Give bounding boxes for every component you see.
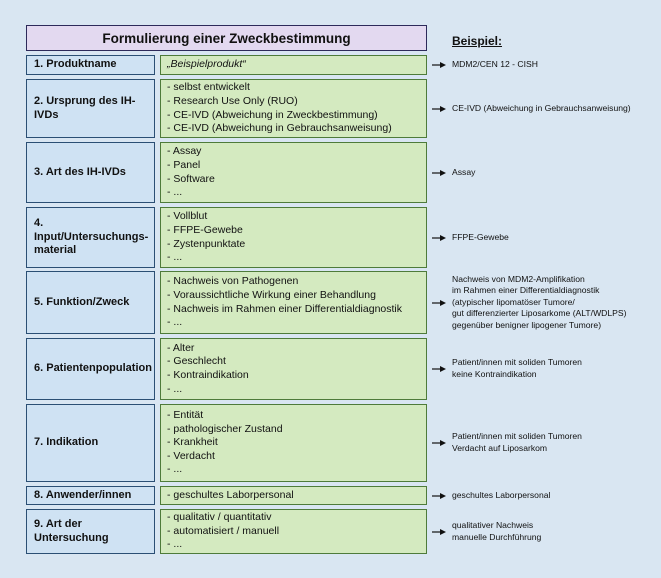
table-row — [26, 142, 427, 203]
criterion-label: 2. Ursprung des IH-IVDs — [26, 79, 155, 138]
option-item: - Geschlecht — [167, 355, 226, 368]
option-item: - Verdacht — [167, 449, 215, 462]
option-item: - ... — [167, 538, 183, 551]
arrow-right-icon — [432, 298, 446, 308]
criterion-options — [160, 338, 427, 400]
example-line: keine Kontraindikation — [452, 369, 537, 379]
arrow-right-icon — [432, 104, 446, 114]
example-line: Verdacht auf Liposarkom — [452, 443, 548, 453]
arrow-right-icon — [432, 491, 446, 501]
option-item: - automatisiert / manuell — [167, 524, 280, 537]
criterion-label: 8. Anwender/innen — [26, 486, 155, 505]
arrow-right-icon — [432, 438, 446, 448]
option-item: - Zystenpunktate — [167, 237, 246, 250]
option-item: - pathologischer Zustand — [167, 422, 283, 435]
example-entry — [432, 207, 657, 268]
table-row — [26, 79, 427, 138]
example-entry — [432, 486, 657, 505]
criterion-label: 5. Funktion/Zweck — [26, 271, 155, 334]
criterion-label: 9. Art der Untersuchung — [26, 509, 155, 554]
option-item: - Research Use Only (RUO) — [167, 94, 298, 107]
example-entry — [432, 338, 657, 400]
example-line: FFPE-Gewebe — [452, 231, 509, 242]
example-text — [452, 490, 550, 502]
example-line: gegenüber benigner lipogener Tumore) — [452, 319, 602, 330]
option-item: - FFPE-Gewebe — [167, 223, 243, 236]
option-item: - CE-IVD (Abweichung in Gebrauchsanweisung) — [167, 122, 392, 135]
example-line: CE-IVD (Abweichung in Gebrauchsanweisung) — [452, 102, 631, 113]
option-item: - qualitativ / quantitativ — [167, 511, 272, 524]
example-entry — [432, 404, 657, 482]
option-item: - Assay — [167, 145, 202, 158]
example-entry — [432, 79, 657, 138]
example-line: qualitativer Nachweis — [452, 519, 534, 530]
option-item: - Krankheit — [167, 436, 218, 449]
criterion-options — [160, 486, 427, 505]
example-text — [452, 103, 631, 115]
example-entry — [432, 271, 657, 334]
diagram-title: Formulierung einer Zweckbestimmung — [26, 25, 427, 51]
table-row — [26, 486, 427, 505]
example-text — [452, 520, 541, 543]
criterion-options — [160, 404, 427, 482]
option-item: - ... — [167, 251, 183, 264]
example-line: Assay — [452, 166, 476, 177]
criterion-label: 7. Indikation — [26, 404, 155, 482]
option-item: - Vollblut — [167, 210, 208, 223]
table-row — [26, 509, 427, 554]
example-line: Patient/innen mit soliden Tumoren — [452, 431, 582, 442]
option-item: - Kontraindikation — [167, 369, 249, 381]
example-heading: Beispiel: — [452, 34, 503, 48]
criterion-label: 4. Input/Untersuchungs-material — [26, 207, 155, 268]
table-row — [26, 55, 427, 75]
example-line: Patient/innen mit soliden Tumoren — [452, 357, 582, 368]
example-line: MDM2/CEN 12 - CISH — [452, 59, 538, 70]
criterion-label: 6. Patientenpopulation — [26, 338, 155, 400]
arrow-right-icon — [432, 60, 446, 70]
option-item: - ... — [167, 316, 183, 329]
option-item: - Panel — [167, 158, 201, 171]
option-item: - ... — [167, 382, 183, 395]
criterion-options — [160, 142, 427, 203]
example-text — [452, 167, 475, 179]
criterion-options — [160, 207, 427, 268]
example-text — [452, 59, 538, 71]
option-item: - geschultes Laborpersonal — [167, 488, 294, 501]
option-item: - Entität — [167, 409, 204, 422]
example-line: gut differenzierter Liposarkome (ALT/WDLPS) — [452, 308, 627, 319]
example-text — [452, 232, 509, 244]
example-entry — [432, 142, 657, 203]
option-item: - Alter — [167, 341, 195, 354]
example-line: im Rahmen einer Differentialdiagnostik — [452, 285, 600, 296]
option-item: - Nachweis von Pathogenen — [167, 275, 299, 288]
example-line: (atypischer lipomatöser Tumore/ — [452, 296, 575, 307]
criterion-options — [160, 509, 427, 554]
example-line: manuelle Durchführung — [452, 531, 542, 542]
table-row — [26, 207, 427, 268]
option-item: - ... — [167, 186, 183, 199]
criterion-label: 1. Produktname — [26, 55, 155, 75]
table-row — [26, 338, 427, 400]
option-item: - Software — [167, 172, 215, 185]
example-text — [452, 274, 627, 332]
example-text — [452, 357, 582, 380]
criterion-options — [160, 79, 427, 138]
table-row — [26, 404, 427, 482]
example-entry — [432, 55, 657, 75]
criterion-label: 3. Art des IH-IVDs — [26, 142, 155, 203]
example-line: geschultes Laborpersonal — [452, 489, 551, 500]
option-item: - selbst entwickelt — [167, 81, 250, 94]
arrow-right-icon — [432, 364, 446, 374]
option-item: - ... — [167, 463, 183, 476]
arrow-right-icon — [432, 233, 446, 243]
option-item: - Voraussichtliche Wirkung einer Behandlung — [167, 288, 376, 301]
example-text — [452, 431, 582, 454]
option-item: „Beispielprodukt“ — [167, 58, 246, 71]
option-item: - Nachweis im Rahmen einer Differentialdiagnostik — [167, 302, 402, 315]
arrow-right-icon — [432, 527, 446, 537]
arrow-right-icon — [432, 168, 446, 178]
example-entry — [432, 509, 657, 554]
option-item: - CE-IVD (Abweichung in Zweckbestimmung) — [167, 108, 378, 121]
criterion-options — [160, 271, 427, 334]
criterion-options — [160, 55, 427, 75]
table-row — [26, 271, 427, 334]
example-line: Nachweis von MDM2-Amplifikation — [452, 273, 585, 284]
